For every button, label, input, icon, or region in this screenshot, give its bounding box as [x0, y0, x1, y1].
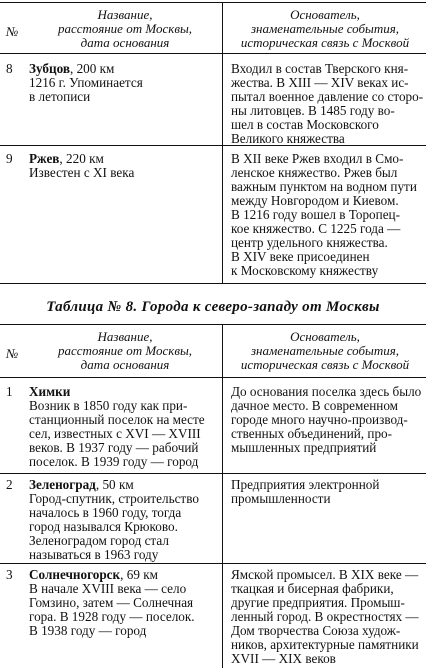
city-cell	[29, 152, 219, 180]
city-info: Возник в 1850 году как при- станционный поселок на месте сел, известных с XVI — XVIII веков. В 1937 году — рабочий поселок. В 1939 году — город	[29, 398, 205, 469]
city-name: Ржев	[29, 151, 60, 166]
history-cell: До основания поселка здесь было дачное место. В современном городе много научно-производ- ственных объединений, про- мышленных предприятий	[231, 384, 422, 455]
city-cell	[29, 385, 219, 469]
city-name: Солнечногорск	[29, 567, 121, 582]
history-cell: Входил в состав Тверского кня- жества. В XIII — XIV веках ис- пытал военное давление со сторо- ны литовцев. В 1485 году во- шел в состав Московского Великого княжества	[231, 61, 424, 146]
city-cell	[29, 62, 219, 104]
row-number: 1	[6, 384, 13, 399]
city-cell	[29, 478, 219, 562]
city-info: , 220 км Известен с XI века	[29, 151, 135, 180]
row-divider	[0, 145, 426, 146]
city-name: Химки	[29, 384, 71, 399]
table2-header-col2: Основатель, знаменательные события, историческая связь с Москвой	[240, 329, 410, 372]
table1-header-col1: Название, расстояние от Москвы, дата основания	[57, 7, 193, 50]
row-number: 2	[6, 477, 13, 492]
table1-column-divider	[222, 52, 223, 283]
city-info: , 200 км 1216 г. Упоминается в летописи	[29, 61, 143, 104]
table1-header-divider	[222, 3, 223, 53]
row-number: 3	[6, 567, 13, 582]
table1-bottom-border	[0, 283, 426, 284]
table2-column-divider	[222, 377, 223, 668]
row-divider	[0, 473, 426, 474]
history-cell: Ямской промысел. В XIX веке — ткацкая и бисерная фабрики, другие предприятия. Промыш- ленный город. В окрестностях — Дом творчества Союза худож- ников, архитектурные памятники XVII — XIX веков	[231, 567, 419, 666]
table2-header-col1: Название, расстояние от Москвы, дата основания	[57, 329, 193, 372]
city-info: , 50 км Город-спутник, строительство началось в 1960 году, тогда город назывался Крюково. Зеленоградом город стал называться в 1963 году	[29, 477, 199, 562]
table2-header	[0, 324, 426, 378]
table-caption: Таблица № 8. Города к северо-западу от Москвы	[46, 299, 380, 315]
row-number: 8	[6, 61, 13, 76]
row-number: 9	[6, 151, 13, 166]
table1-header-no: №	[6, 24, 19, 39]
city-name: Зубцов	[29, 61, 70, 76]
table1-header-col2: Основатель, знаменательные события, историческая связь с Москвой	[240, 7, 410, 50]
table1-header	[0, 2, 426, 54]
city-info: , 69 км В начале XVIII века — село Гомзино, затем — Солнечная гора. В 1928 году — поселок. В 1938 году — город	[29, 567, 195, 638]
city-cell	[29, 568, 219, 638]
history-cell: Предприятия электронной промышленности	[231, 477, 380, 506]
table2-header-divider	[222, 325, 223, 377]
row-divider	[0, 563, 426, 564]
city-name: Зеленоград	[29, 477, 96, 492]
history-cell: В XII веке Ржев входил в Смо- ленское княжество. Ржев был важным пунктом на водном пути между Новгородом и Киевом. В 1216 году вошел в Торопец- кое княжество. С 1225 года — центр удельного княжества. В XIV веке присоединен к Московскому княжеству	[231, 151, 417, 278]
table2-header-no: №	[6, 346, 19, 361]
